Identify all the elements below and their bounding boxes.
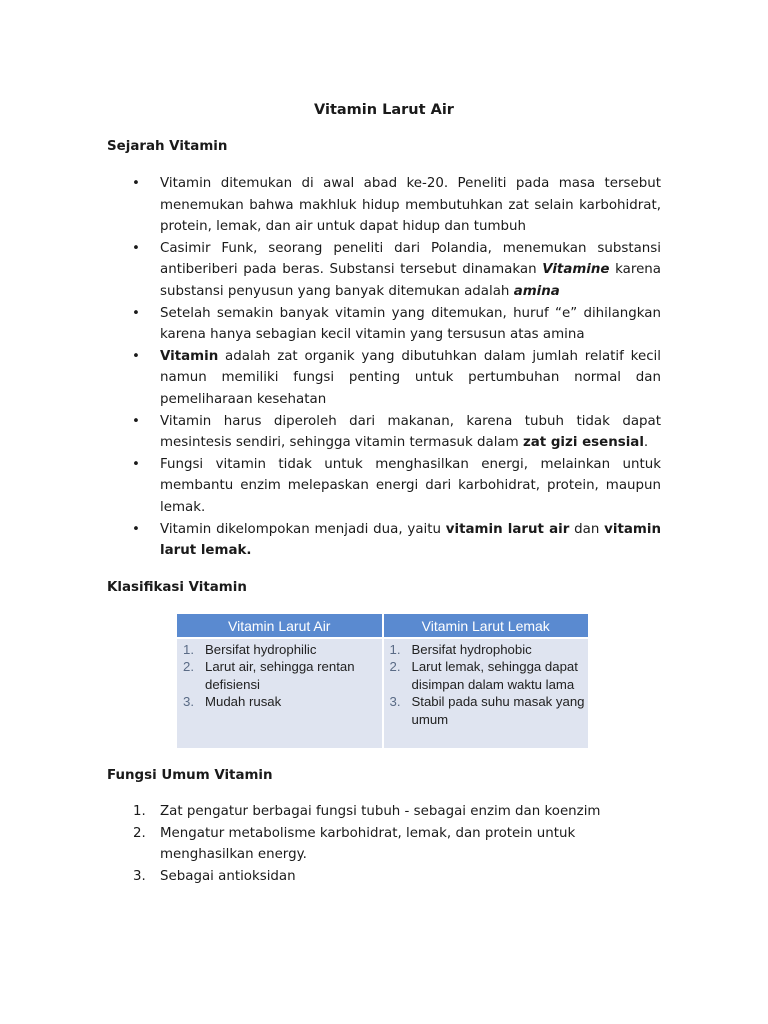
section-heading-history: Sejarah Vitamin bbox=[107, 139, 228, 154]
bullet-text bbox=[160, 519, 661, 562]
list-item bbox=[107, 303, 661, 346]
table-item-number: 2. bbox=[389, 659, 401, 675]
bullet-icon: • bbox=[132, 456, 140, 472]
bullet-icon: • bbox=[132, 240, 140, 256]
text-run: vitamin larut lemak. bbox=[160, 521, 661, 559]
bullet-icon: • bbox=[132, 413, 140, 429]
section-heading-functions: Fungsi Umum Vitamin bbox=[107, 768, 273, 783]
table-item-text: Larut lemak, sehingga dapat disimpan dalam waktu lama bbox=[411, 659, 578, 692]
bullet-text bbox=[160, 238, 661, 303]
table-item-text: Bersifat hydrophobic bbox=[411, 642, 532, 657]
text-run: amina bbox=[513, 283, 560, 299]
bullet-text bbox=[160, 454, 661, 519]
list-item bbox=[107, 519, 661, 562]
text-run: karena substansi penyusun yang banyak ditemukan adalah bbox=[160, 262, 661, 299]
text-run: Fungsi vitamin tidak untuk menghasilkan energi, melainkan untuk membantu enzim melepaskan energi dari karbohidrat, protein, maupun lemak. bbox=[160, 456, 661, 515]
table-cell-water-soluble bbox=[177, 638, 383, 748]
table-list-item bbox=[183, 658, 382, 693]
bullet-text bbox=[160, 303, 661, 346]
list-item bbox=[107, 346, 661, 411]
list-item bbox=[107, 866, 661, 888]
list-text: Mengatur metabolisme karbohidrat, lemak, dan protein untuk menghasilkan energy. bbox=[160, 825, 576, 863]
list-number: 3. bbox=[133, 868, 146, 884]
list-item bbox=[107, 801, 661, 823]
table-cell-fat-soluble bbox=[383, 638, 589, 748]
text-run: zat gizi esensial bbox=[522, 435, 644, 451]
table-list-item bbox=[390, 693, 589, 728]
list-number: 1. bbox=[133, 804, 146, 819]
list-text: Zat pengatur berbagai fungsi tubuh - sebagai enzim dan koenzim bbox=[160, 804, 601, 819]
bullet-icon: • bbox=[132, 176, 140, 191]
bullet-text bbox=[160, 173, 661, 238]
list-item bbox=[107, 173, 661, 238]
table-item-text: Bersifat hydrophilic bbox=[205, 642, 317, 657]
text-run: Casimir Funk, seorang peneliti dari Polandia, menemukan substansi antiberiberi pada beras. Substansi tersebut dinamakan bbox=[160, 240, 661, 278]
functions-numbered-list bbox=[107, 801, 661, 887]
bullet-text bbox=[160, 346, 661, 411]
table-list-item bbox=[183, 641, 382, 658]
vitamin-classification-table bbox=[177, 614, 588, 748]
text-run: . bbox=[643, 435, 649, 451]
bullet-icon: • bbox=[132, 521, 140, 537]
table-item-text: Mudah rusak bbox=[205, 694, 282, 710]
bullet-icon: • bbox=[132, 305, 140, 321]
list-item bbox=[107, 411, 661, 454]
text-run: Setelah semakin banyak vitamin yang ditemukan, huruf “e” dihilangkan karena hanya sebagian kecil vitamin yang tersusun atas amina bbox=[160, 305, 661, 343]
table-item-text: Stabil pada suhu masak yang umum bbox=[411, 694, 585, 727]
table-row bbox=[177, 638, 588, 748]
table-list-item bbox=[183, 693, 382, 710]
text-run: Vitamin harus diperoleh dari makanan, karena tubuh tidak dapat mesintesis sendiri, sehingga vitamin termasuk dalam bbox=[160, 413, 661, 451]
table-item-number: 1. bbox=[389, 642, 401, 657]
water-soluble-traits bbox=[183, 641, 382, 711]
list-item bbox=[107, 454, 661, 519]
section-heading-classification: Klasifikasi Vitamin bbox=[107, 580, 247, 595]
table-item-number: 3. bbox=[183, 694, 194, 710]
fat-soluble-traits bbox=[390, 641, 589, 728]
table-header-water-soluble: Vitamin Larut Air bbox=[177, 614, 383, 638]
text-run: Vitamin ditemukan di awal abad ke-20. Peneliti pada masa tersebut menemukan bahwa makhluk hidup membutuhkan zat selain karbohidrat, protein, lemak, dan air untuk dapat hidup dan tumbuh bbox=[160, 176, 661, 235]
text-run: adalah zat organik yang dibutuhkan dalam jumlah relatif kecil namun memiliki fungsi penting untuk pertumbuhan normal dan pemeliharaan kesehatan bbox=[160, 348, 661, 407]
bullet-text bbox=[160, 411, 661, 454]
text-run: Vitamine bbox=[542, 262, 610, 278]
list-number: 2. bbox=[133, 825, 146, 841]
bullet-icon: • bbox=[132, 348, 140, 364]
list-item bbox=[107, 823, 661, 866]
text-run: vitamin larut air bbox=[445, 521, 570, 537]
table-item-number: 3. bbox=[389, 694, 401, 710]
table-item-text: Larut air, sehingga rentan defisiensi bbox=[205, 659, 355, 692]
text-run: Vitamin bbox=[160, 348, 219, 364]
table-item-number: 1. bbox=[183, 642, 194, 657]
text-run: dan bbox=[569, 521, 605, 537]
table-list-item bbox=[390, 658, 589, 693]
table-header-fat-soluble: Vitamin Larut Lemak bbox=[383, 614, 589, 638]
document-title: Vitamin Larut Air bbox=[314, 102, 454, 118]
table-item-number: 2. bbox=[183, 659, 194, 675]
table-header-row bbox=[177, 614, 588, 638]
history-bullet-list bbox=[107, 173, 661, 562]
table-list-item bbox=[390, 641, 589, 658]
list-text: Sebagai antioksidan bbox=[160, 868, 296, 884]
list-item bbox=[107, 238, 661, 303]
text-run: Vitamin dikelompokan menjadi dua, yaitu bbox=[160, 521, 446, 537]
